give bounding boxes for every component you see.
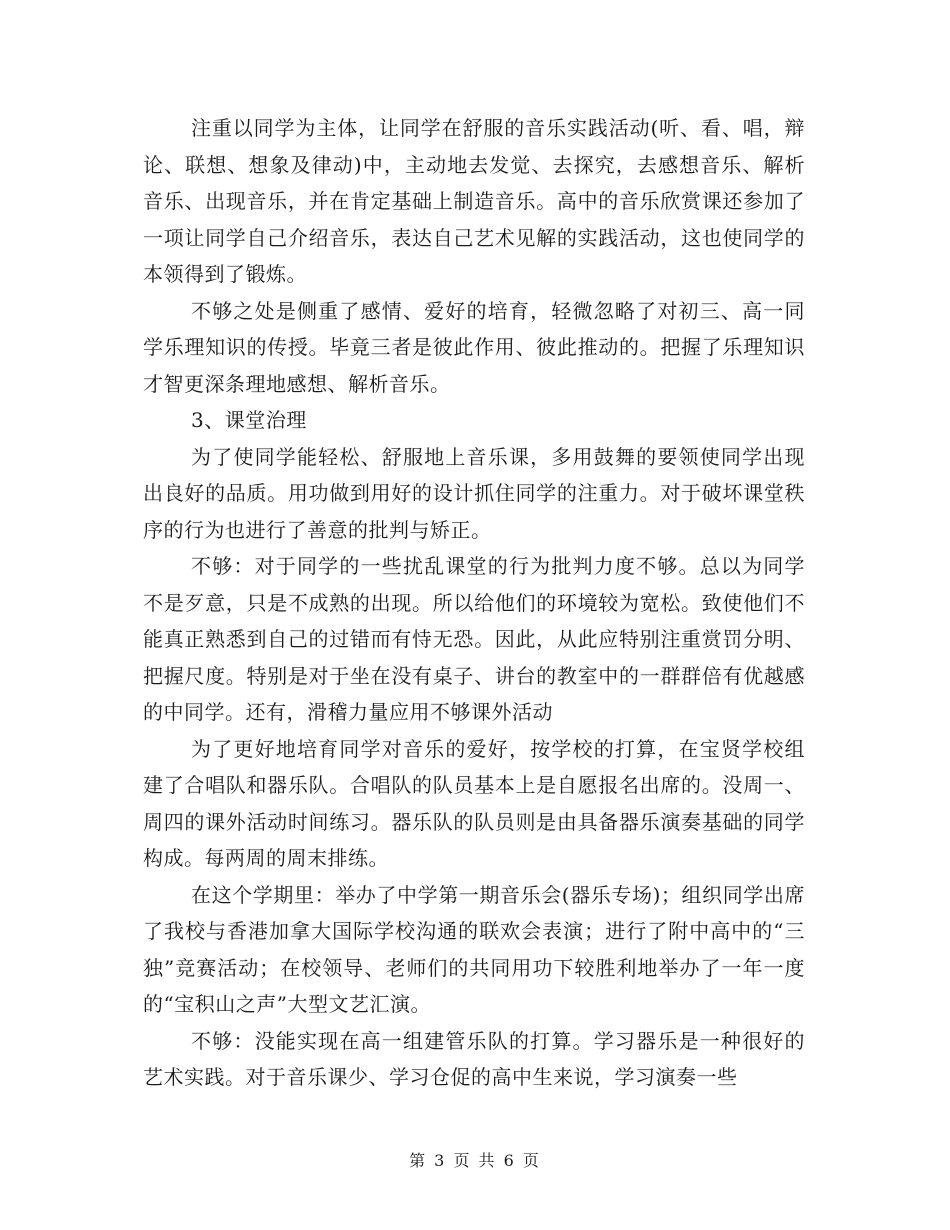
paragraph-shortcomings-discipline: 不够：对于同学的一些扰乱课堂的行为批判力度不够。总以为同学不是歹意，只是不成熟的出现。所以给他们的环境较为宽松。致使他们不能真正熟悉到自己的过错而有恃无恐。因此，从此应特别注重赏罚分明、把握尺度。特别是对于坐在没有桌子、讲台的教室中的一群群倍有优越感的中同学。还有，滑稽力量应用不够课外活动 (143, 554, 805, 724)
paragraph-classroom-encouragement: 为了使同学能轻松、舒服地上音乐课，多用鼓舞的要领使同学出现出良好的品质。用功做到用好的设计抓住同学的注重力。对于破坏课堂秩序的行为也进行了善意的批判与矫正。 (143, 444, 805, 542)
paragraph-shortcomings-wind-band: 不够：没能实现在高一组建管乐队的打算。学习器乐是一种很好的艺术实践。对于音乐课少、学习仓促的高中生来说，学习演奏一些 (143, 1028, 805, 1089)
paragraph-student-centered: 注重以同学为主体，让同学在舒服的音乐实践活动(听、看、唱，辩论、联想、想象及律动)中，主动地去发觉、去探究，去感想音乐、解析音乐、出现音乐，并在肯定基础上制造音乐。高中的音乐欣赏课还参加了一项让同学自己介绍音乐，表达自己艺术见解的实践活动，这也使同学的本领得到了锻炼。 (143, 116, 805, 286)
section-heading-classroom-management: 3、课堂治理 (191, 408, 307, 432)
page-number-footer: 第 3 页 共 6 页 (409, 1151, 541, 1170)
paragraph-choir-band: 为了更好地培育同学对音乐的爱好，按学校的打算，在宝贤学校组建了合唱队和器乐队。合唱队的队员基本上是自愿报名出席的。没周一、周四的课外活动时间练习。器乐队的队员则是由具备器乐演奏基础的同学构成。每两周的周末排练。 (143, 736, 805, 870)
paragraph-shortcomings-theory: 不够之处是侧重了感情、爱好的培育，轻微忽略了对初三、高一同学乐理知识的传授。毕竟三者是彼此作用、彼此推动的。把握了乐理知识才智更深条理地感想、解析音乐。 (143, 298, 805, 396)
document-body (143, 110, 805, 1096)
paragraph-semester-activities: 在这个学期里：举办了中学第一期音乐会(器乐专场)；组织同学出席了我校与香港加拿大国际学校沟通的联欢会表演；进行了附中高中的“三独”竞赛活动；在校领导、老师们的共同用功下较胜利地举办了一年一度的“宝积山之声”大型文艺汇演。 (143, 882, 805, 1016)
